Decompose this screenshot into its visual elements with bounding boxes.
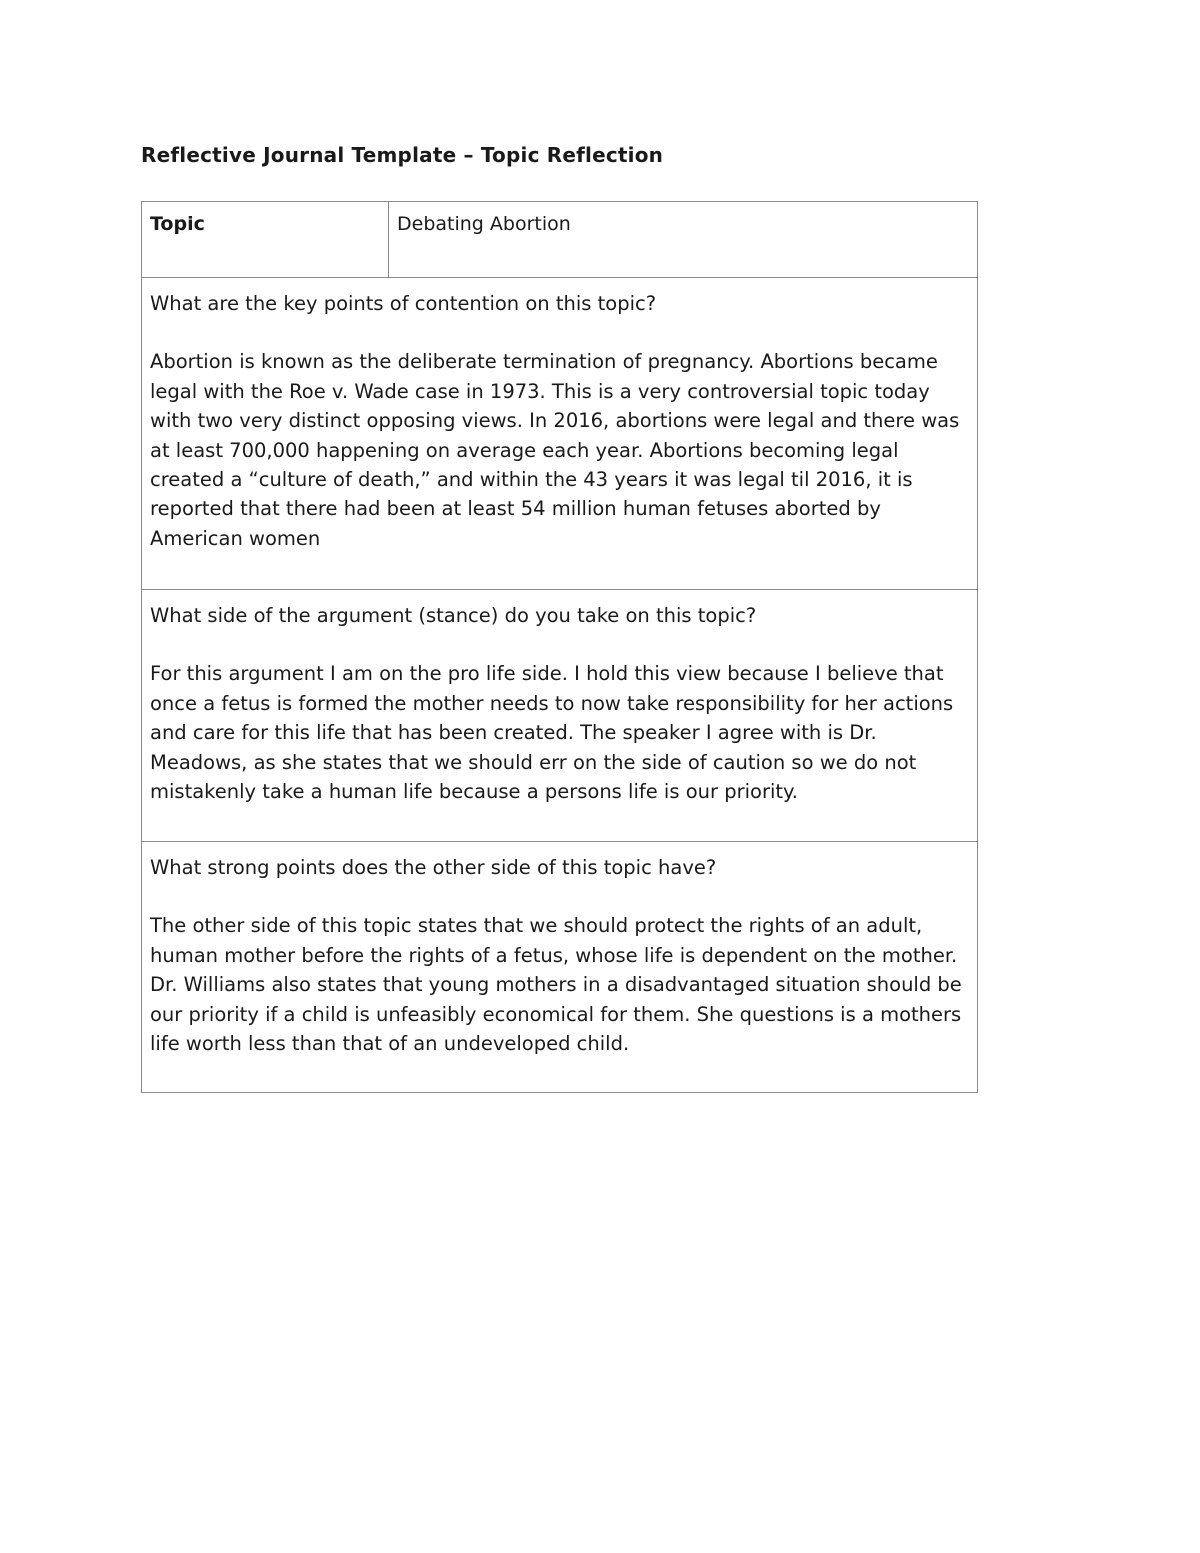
contention-row (142, 277, 977, 589)
other-side-question: What strong points does the other side of this topic have? (150, 856, 717, 879)
stance-answer: For this argument I am on the pro life side. I hold this view because I believe that once a fetus is formed the mother needs to now take responsibility for her actions and care for this life that has been created. The speaker I agree with is Dr. Meadows, as she states that we should err on the side of caution so we do not mistakenly take a human life because a persons life is our priority. (150, 662, 954, 804)
topic-value-cell: Debating Abortion (397, 213, 571, 235)
stance-row (142, 589, 977, 841)
contention-question: What are the key points of contention on this topic? (150, 292, 657, 315)
topic-label-cell: Topic (142, 202, 389, 277)
other-side-answer: The other side of this topic states that we should protect the rights of an adult, human mother before the rights of a fetus, whose life is dependent on the mother. Dr. Williams also states that young mothers in a disadvantaged situation should be our priority if a child is unfeasibly economical for them. She questions is a mothers life worth less than that of an undeveloped child. (150, 914, 962, 1056)
journal-table (141, 201, 978, 1093)
stance-question: What side of the argument (stance) do you take on this topic? (150, 604, 757, 627)
page-title: Reflective Journal Template – Topic Reflection (141, 143, 664, 167)
topic-row (142, 202, 977, 277)
contention-answer: Abortion is known as the deliberate termination of pregnancy. Abortions became legal with the Roe v. Wade case in 1973. This is a very controversial topic today with two very distinct opposing views. In 2016, abortions were legal and there was at least 700,000 happening on average each year. Abortions becoming legal created a “culture of death,” and within the 43 years it was legal til 2016, it is reported that there had been at least 54 million human fetuses aborted by American women (150, 350, 960, 550)
other-side-row (142, 841, 977, 1092)
